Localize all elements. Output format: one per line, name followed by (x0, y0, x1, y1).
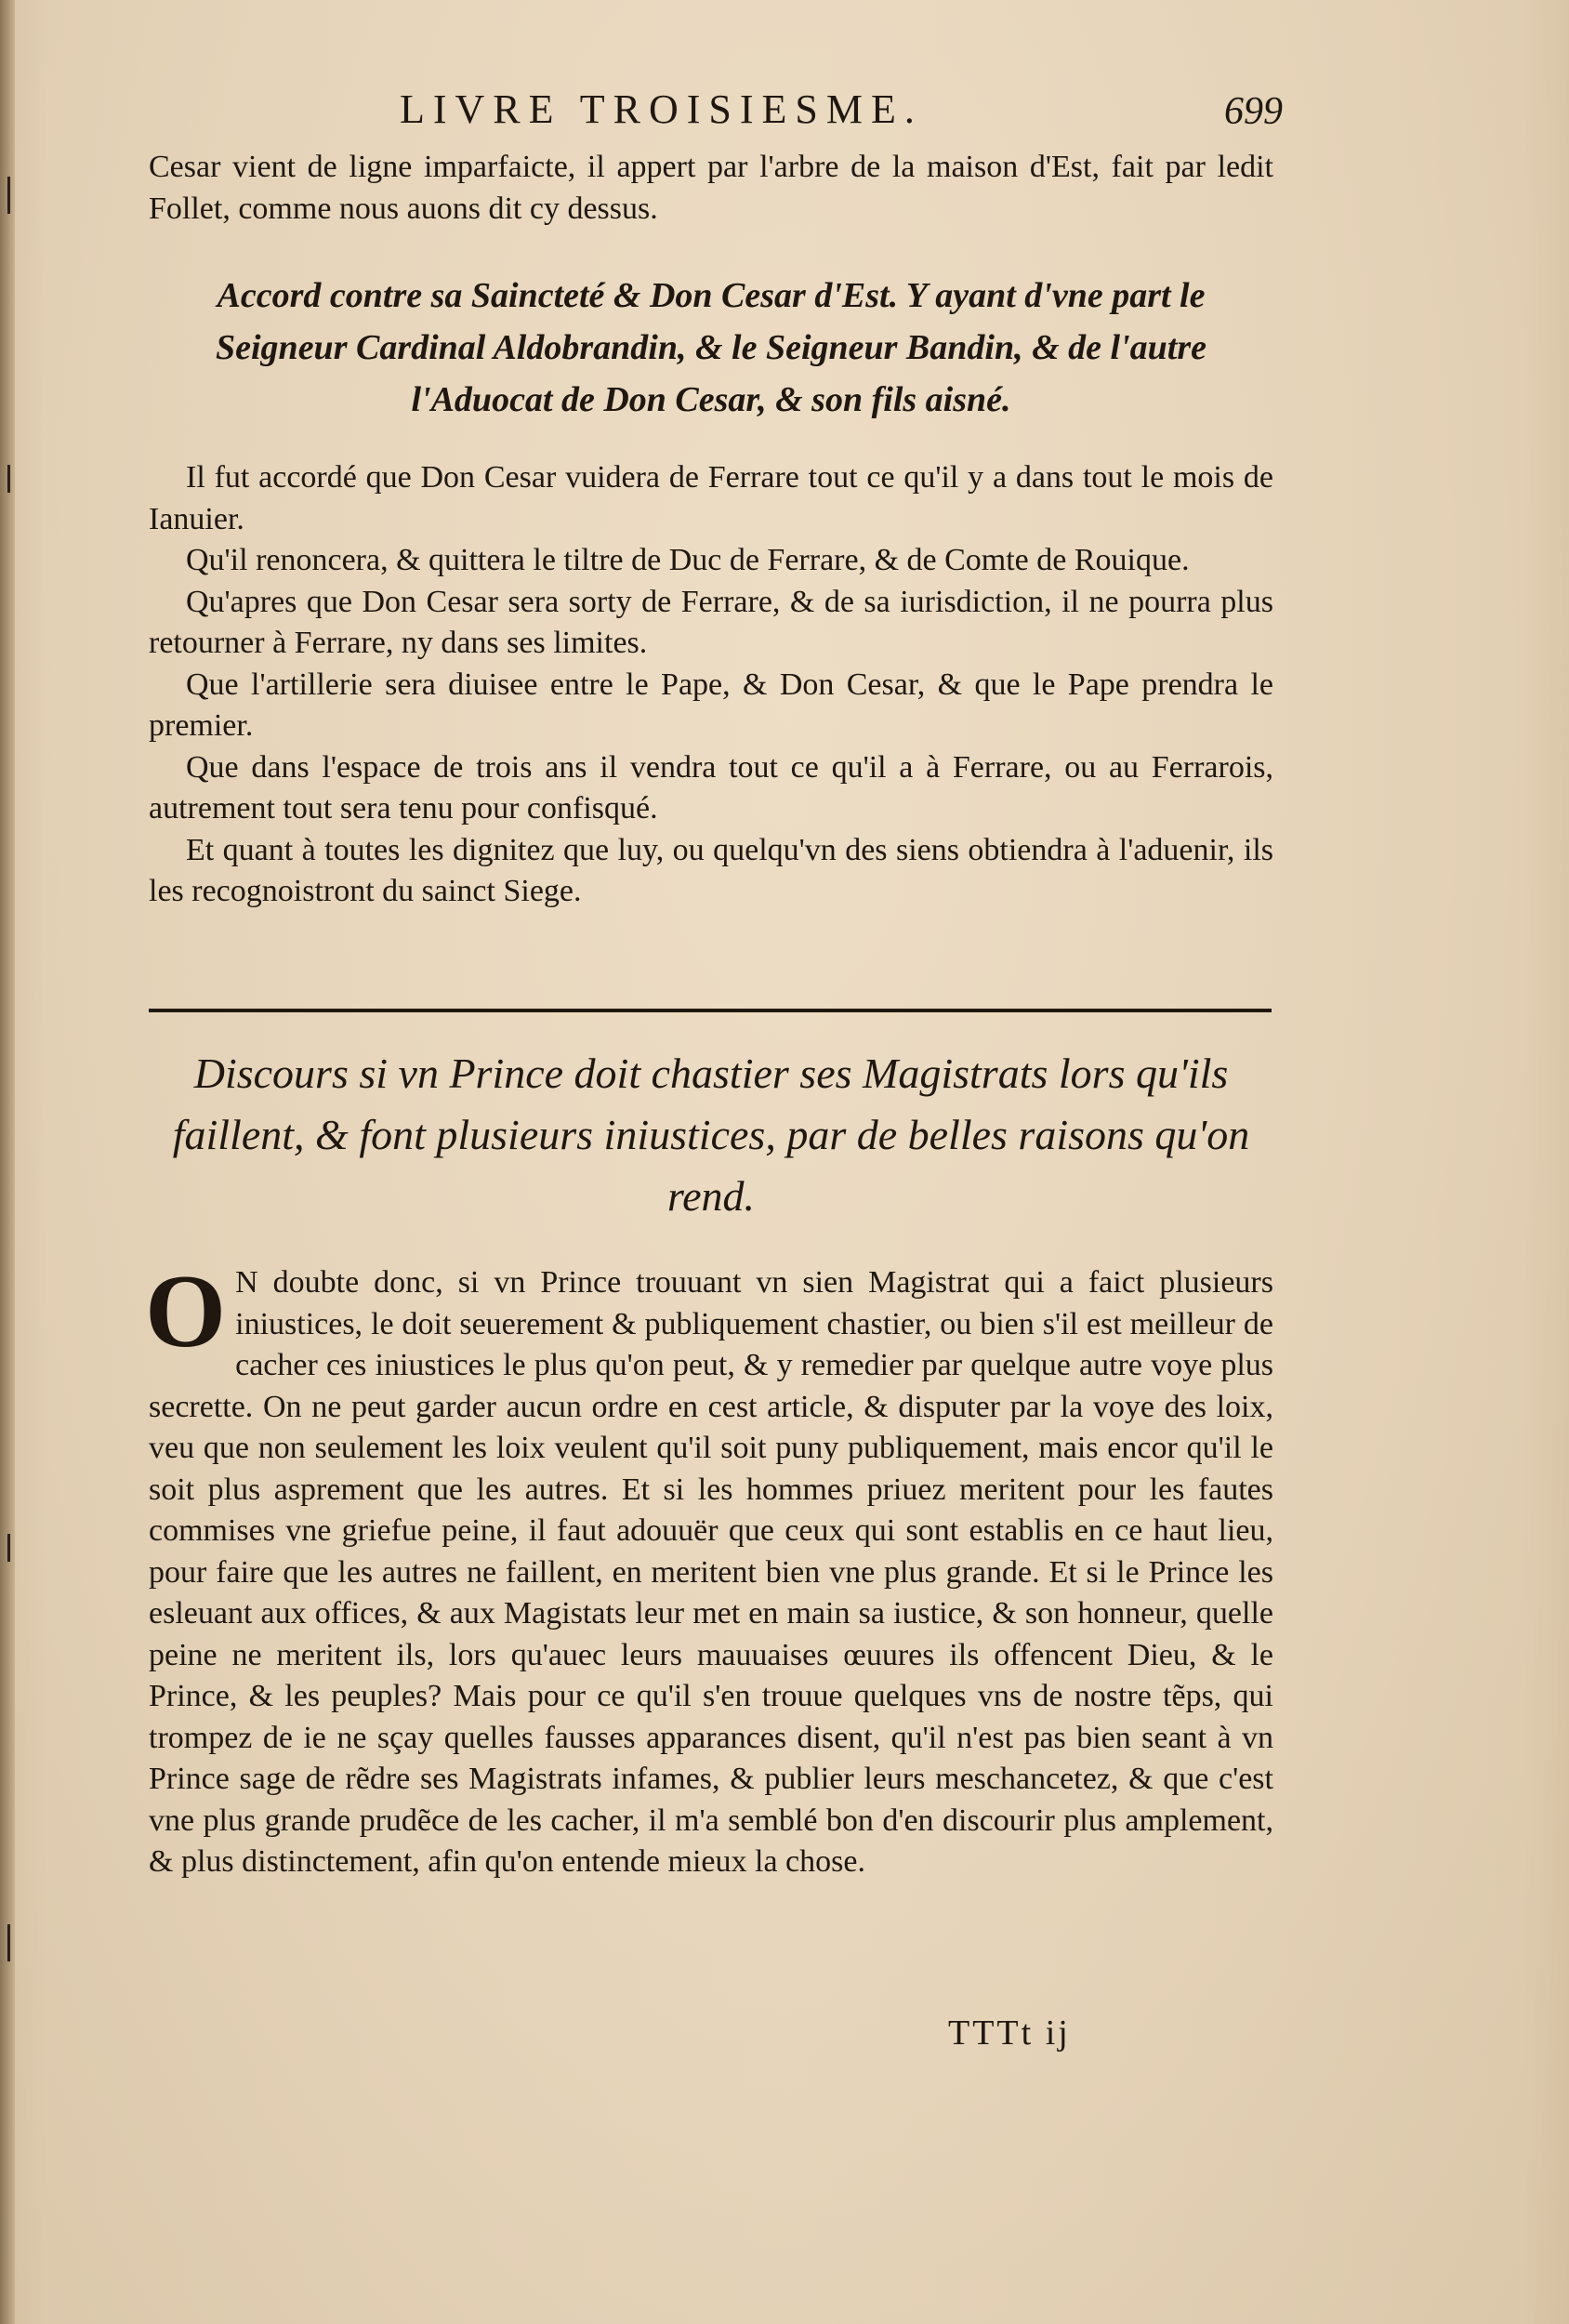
binding-edge (0, 0, 15, 2324)
margin-mark (7, 465, 10, 493)
accord-heading: Accord contre sa Saincteté & Don Cesar d'Est. Y ayant d'vne part le Seigneur Cardinal Aldobrandin, & le Seigneur Bandin, & de l'autre l'Aduocat de Don Cesar, & son fils aisné. (216, 276, 1206, 419)
discours-heading: Discours si vn Prince doit chastier ses Magistrats lors qu'ils faillent, & font plusieurs iniustices, par de belles raisons qu'on rend. (172, 1050, 1250, 1220)
drop-cap: O (145, 1254, 227, 1369)
running-head (149, 86, 1283, 141)
accord-paragraph: Que dans l'espace de trois ans il vendra tout ce qu'il a à Ferrare, ou au Ferrarois, autrement tout sera tenu pour confisqué. (149, 749, 1273, 825)
accord-paragraph: Il fut accordé que Don Cesar vuidera de Ferrare tout ce qu'il y a dans tout le mois de Ianuier. (149, 460, 1273, 536)
accord-body (149, 457, 1273, 913)
margin-mark (7, 1534, 10, 1562)
accord-paragraph: Que l'artillerie sera diuisee entre le Pape, & Don Cesar, & que le Pape prendra le premier. (149, 667, 1273, 743)
margin-mark (7, 1924, 10, 1961)
page-number: 699 (1224, 90, 1283, 133)
accord-paragraph: Et quant à toutes les dignitez que luy, ou quelqu'vn des siens obtiendra à l'aduenir, ils les recognoistront du sainct Siege. (149, 832, 1273, 908)
accord-paragraph: Qu'il renoncera, & quittera le tiltre de Duc de Ferrare, & de Comte de Rouique. (186, 543, 1190, 577)
margin-mark (7, 177, 10, 214)
discours-paragraph: N doubte donc, si vn Prince trouuant vn sien Magistrat qui a faict plusieurs iniustices, le doit seuerement & publiquement chastier, ou bien s'il est meilleur de cacher ces iniustices le plus qu'on peut, & y remedier par quelque autre voye plus secrette. On ne peut garder aucun ordre en cest article, & disputer par la voye des loix, veu que non seulement les loix veulent qu'il soit puny publiquement, mais encor qu'il le soit plus asprement que les autres. Et si les hommes priuez meritent pour les fautes commises vne griefue peine, il faut adouuër que ceux qui sont establis en ce haut lieu, pour faire que les autres ne faillent, en meritent bien vne plus grande. Et si le Prince les esleuant aux offices, & aux Magistats leur met en main sa iustice, & son honneur, quelle peine ne meritent ils, lors qu'auec leurs mauuaises œuures ils offencent Dieu, & le Prince, & les peuples? Mais pour ce qu'il s'en trouue quelques vns de nostre tẽps, qui trompez de ie ne sçay quelles fausses apparances disent, qu'il n'est pas bien seant à vn Prince sage de rẽdre ses Magistrats infames, & publier leurs meschancetez, & que c'est vne plus grande prudẽce de les cacher, il m'a semblé bon d'en discourir plus amplement, & plus distinctement, afin qu'on entende mieux la chose. (149, 1265, 1273, 1879)
running-title: LIVRE TROISIESME. (400, 86, 923, 132)
section-divider (149, 1009, 1272, 1012)
signature-mark: TTTt ij (948, 2014, 1071, 2053)
accord-paragraph: Qu'apres que Don Cesar sera sorty de Ferrare, & de sa iurisdiction, il ne pourra plus retourner à Ferrare, ny dans ses limites. (149, 584, 1273, 660)
intro-paragraph: Cesar vient de ligne imparfaicte, il appert par l'arbre de la maison d'Est, fait par ledit Follet, comme nous auons dit cy dessus. (149, 150, 1273, 226)
discours-body (145, 1254, 1273, 1883)
